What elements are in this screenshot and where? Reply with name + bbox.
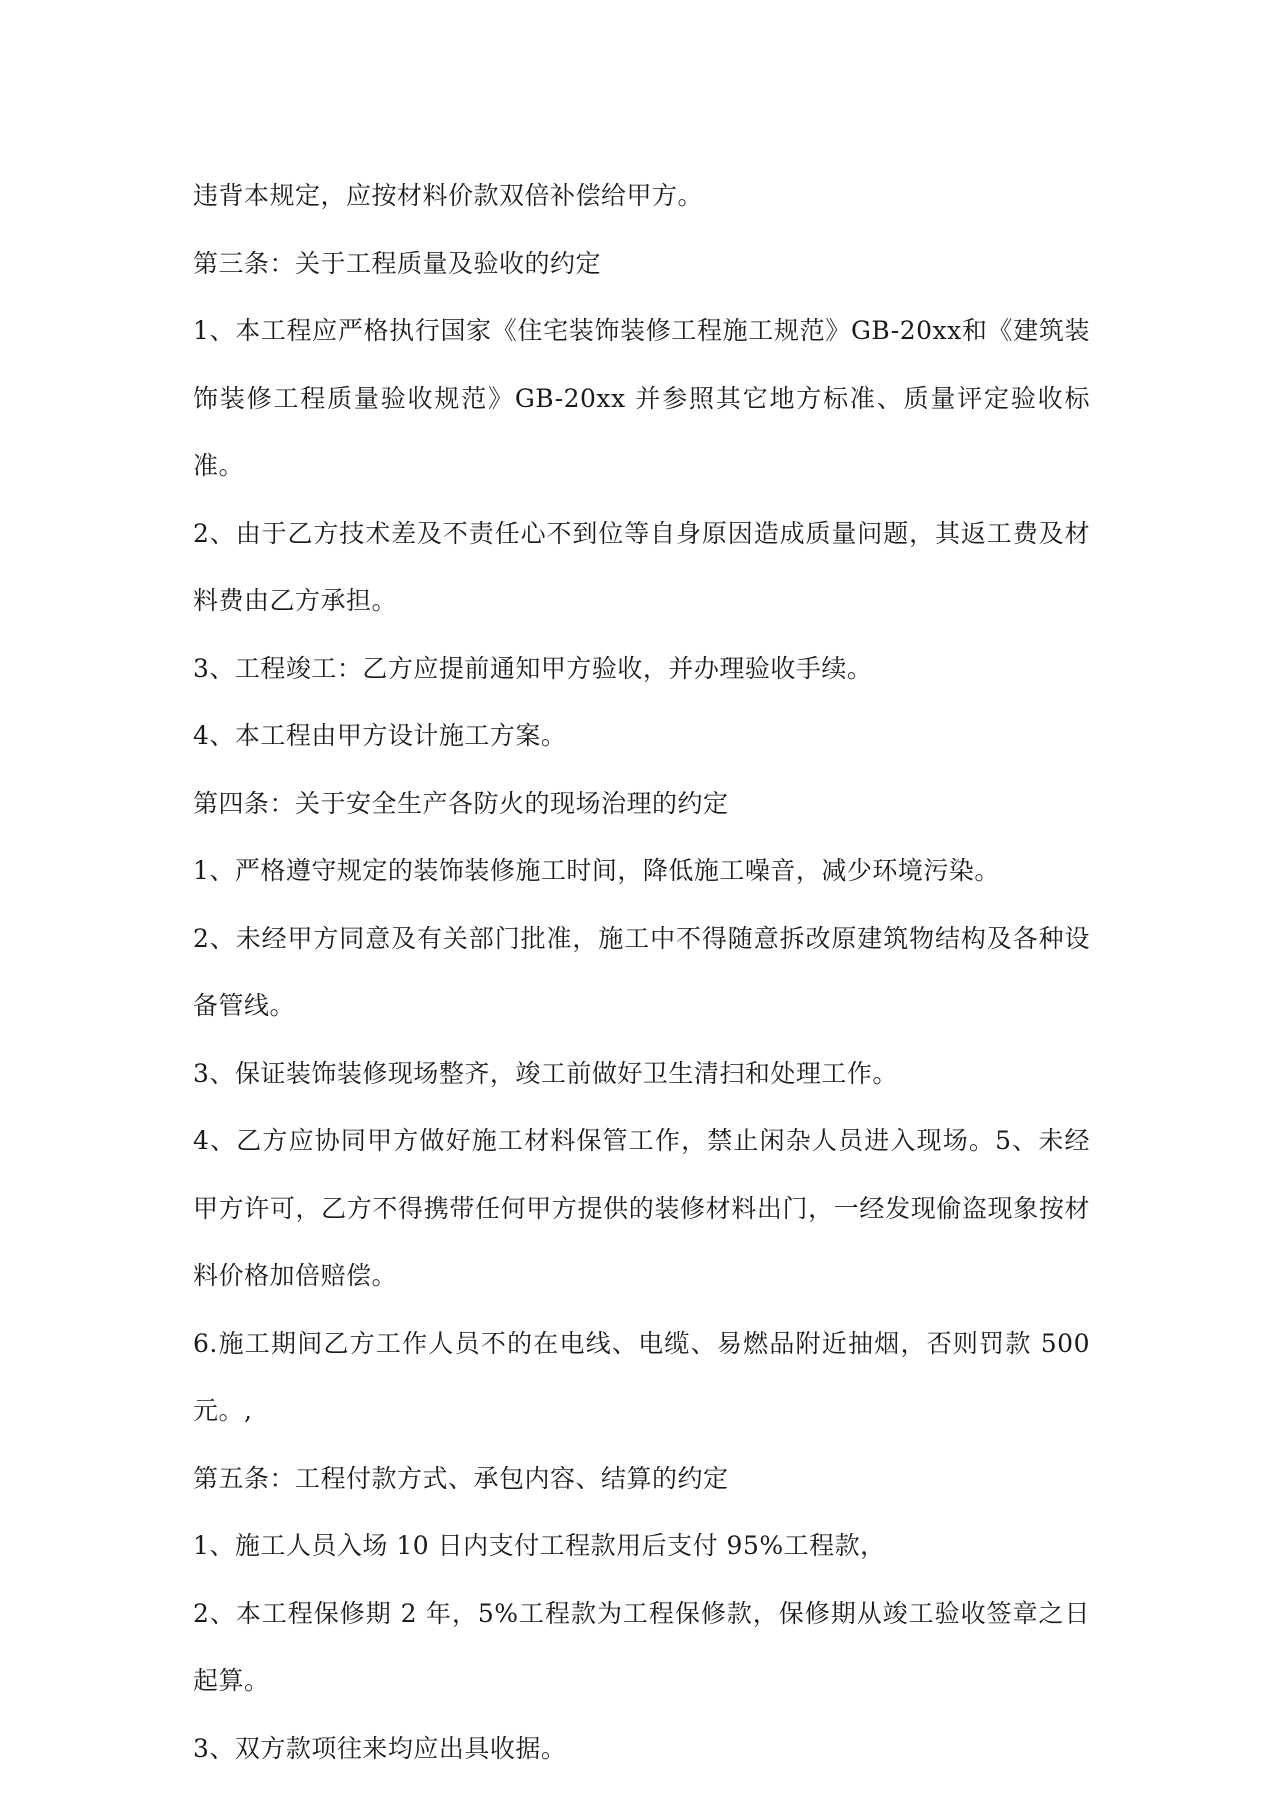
paragraph-article-3-item-1: 1、本工程应严格执行国家《住宅装饰装修工程施工规范》GB-20xx和《建筑装饰装修工程质量验收规范》GB-20xx 并参照其它地方标准、质量评定验收标准。	[193, 316, 1090, 480]
paragraph-article-3-item-3: 3、工程竣工：乙方应提前通知甲方验收，并办理验收手续。	[193, 653, 873, 683]
paragraph-article-5-item-3: 3、双方款项往来均应出具收据。	[193, 1733, 567, 1763]
heading-article-4: 第四条：关于安全生产各防火的现场治理的约定	[193, 788, 729, 818]
paragraph-article-5-item-2: 2、本工程保修期 2 年，5%工程款为工程保修款，保修期从竣工验收签章之日起算。	[193, 1598, 1090, 1695]
paragraph-article-4-item-6: 6.施工期间乙方工作人员不的在电线、电缆、易燃品附近抽烟，否则罚款 500 元。,	[193, 1328, 1090, 1425]
paragraph-article-4-item-1: 1、严格遵守规定的装饰装修施工时间，降低施工噪音，减少环境污染。	[193, 856, 1000, 885]
paragraph-material-compensation: 违背本规定，应按材料价款双倍补偿给甲方。	[193, 181, 704, 210]
paragraph-article-3-item-2: 2、由于乙方技术差及不责任心不到位等自身原因造成质量问题，其返工费及材料费由乙方承担。	[193, 518, 1090, 615]
paragraph-article-4-item-4-5: 4、乙方应协同甲方做好施工材料保管工作，禁止闲杂人员进入现场。5、未经甲方许可，乙方不得携带任何甲方提供的装修材料出门，一经发现偷盗现象按材料价格加倍赔偿。	[193, 1126, 1090, 1290]
paragraph-article-4-item-2: 2、未经甲方同意及有关部门批准，施工中不得随意拆改原建筑物结构及各种设备管线。	[193, 923, 1090, 1020]
paragraph-article-4-item-3: 3、保证装饰装修现场整齐，竣工前做好卫生清扫和处理工作。	[193, 1058, 898, 1088]
heading-article-5: 第五条：工程付款方式、承包内容、结算的约定	[193, 1463, 729, 1493]
heading-article-3: 第三条：关于工程质量及验收的约定	[193, 248, 602, 278]
paragraph-article-3-item-4: 4、本工程由甲方设计施工方案。	[193, 721, 567, 750]
paragraph-article-5-item-1: 1、施工人员入场 10 日内支付工程款用后支付 95%工程款，	[193, 1531, 886, 1560]
